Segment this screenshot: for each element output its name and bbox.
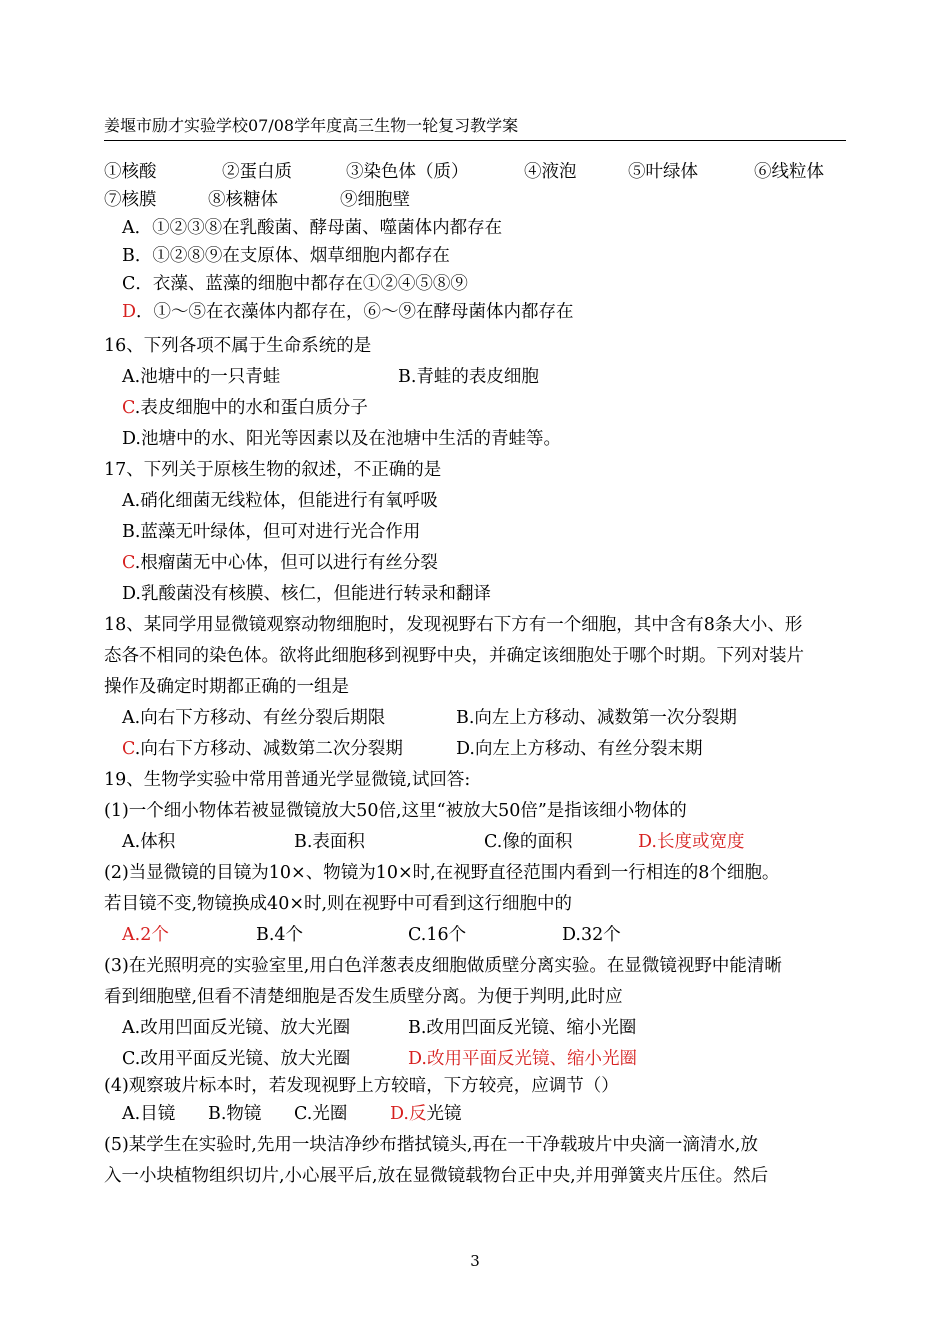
q16-option-c: C.表皮细胞中的水和蛋白质分子 (122, 398, 368, 418)
item-9: ⑨细胞壁 (340, 190, 410, 210)
item-6: ⑥线粒体 (754, 162, 824, 182)
q19-3-option-b: B.改用凹面反光镜、缩小光圈 (408, 1018, 637, 1038)
q19-1-option-b: B.表面积 (294, 832, 365, 852)
answer-mark: C (122, 553, 135, 573)
q19-3-option-c: C.改用平面反光镜、放大光圈 (122, 1049, 351, 1069)
q16-stem: 16、下列各项不属于生命系统的是 (104, 336, 372, 356)
page-header: 姜堰市励才实验学校07/08学年度高三生物一轮复习教学案 (104, 116, 846, 141)
q19-part-3-line-2: 看到细胞壁,但看不清楚细胞是否发生质壁分离。为便于判明,此时应 (104, 987, 623, 1007)
q18-stem-1: 18、某同学用显微镜观察动物细胞时，发现视野右下方有一个细胞，其中含有8条大小、形 (104, 615, 803, 635)
q18-stem-2: 态各不相同的染色体。欲将此细胞移到视野中央，并确定该细胞处于哪个时期。下列对装片 (104, 646, 804, 666)
q19-part-4: (4)观察玻片标本时，若发现视野上方较暗，下方较亮，应调节（） (104, 1076, 619, 1096)
q19-part-2-line-2: 若目镜不变,物镜换成40×时,则在视野中可看到这行细胞中的 (104, 894, 573, 914)
q19-part-5-line-1: (5)某学生在实验时,先用一块洁净纱布揩拭镜头,再在一干净载玻片中央滴一滴清水,放 (104, 1135, 758, 1155)
q19-part-5-line-2: 入一小块植物组织切片,小心展平后,放在显微镜载物台正中央,并用弹簧夹片压住。然后 (104, 1166, 769, 1186)
item-3: ③染色体（质） (346, 162, 469, 182)
q17-option-a: A.硝化细菌无线粒体，但能进行有氧呼吸 (122, 491, 438, 511)
q16-option-d: D.池塘中的水、阳光等因素以及在池塘中生活的青蛙等。 (122, 429, 561, 449)
item-7: ⑦核膜 (104, 190, 157, 210)
q17-stem: 17、下列关于原核生物的叙述，不正确的是 (104, 460, 442, 480)
q19-2-option-b: B.4个 (256, 925, 304, 945)
q19-4-option-a: A.目镜 (122, 1104, 176, 1124)
q17-option-c: C.根瘤菌无中心体，但可以进行有丝分裂 (122, 553, 438, 573)
q18-option-d: D.向左上方移动、有丝分裂末期 (456, 739, 703, 759)
item-5: ⑤叶绿体 (628, 162, 698, 182)
q19-2-option-c: C.16个 (408, 925, 467, 945)
q19-part-2-line-1: (2)当显微镜的目镜为10×、物镜为10×时,在视野直径范围内看到一行相连的8个细胞。 (104, 863, 780, 883)
item-4: ④液泡 (524, 162, 577, 182)
q19-1-option-a: A.体积 (122, 832, 176, 852)
q19-4-option-c: C.光圈 (294, 1104, 348, 1124)
q15-option-d: D．①～⑤在衣藻体内都存在，⑥～⑨在酵母菌体内都存在 (122, 302, 574, 322)
q19-1-option-d: D.长度或宽度 (638, 832, 745, 852)
page-number: 3 (470, 1252, 480, 1270)
q19-part-1: (1)一个细小物体若被显微镜放大50倍,这里“被放大50倍”是指该细小物体的 (104, 801, 687, 821)
q15-option-a: A．①②③⑧在乳酸菌、酵母菌、噬菌体内都存在 (122, 218, 503, 238)
q18-option-c: C.向右下方移动、减数第二次分裂期 (122, 739, 403, 759)
q19-2-option-a: A.2个 (122, 925, 169, 945)
q19-part-3-line-1: (3)在光照明亮的实验室里,用白色洋葱表皮细胞做质壁分离实验。在显微镜视野中能清晰 (104, 956, 782, 976)
q18-stem-3: 操作及确定时期都正确的一组是 (104, 677, 349, 697)
q15-option-b: B．①②⑧⑨在支原体、烟草细胞内都存在 (122, 246, 450, 266)
q17-option-d: D.乳酸菌没有核膜、核仁，但能进行转录和翻译 (122, 584, 491, 604)
q19-3-option-d: D.改用平面反光镜、缩小光圈 (408, 1049, 637, 1069)
q15-option-c: C．衣藻、蓝藻的细胞中都存在①②④⑤⑧⑨ (122, 274, 468, 294)
answer-mark: C (122, 398, 135, 418)
q19-4-option-d: D.反光镜 (390, 1104, 462, 1124)
item-8: ⑧核糖体 (208, 190, 278, 210)
q17-option-b: B.蓝藻无叶绿体，但可对进行光合作用 (122, 522, 421, 542)
q19-stem: 19、生物学实验中常用普通光学显微镜,试回答: (104, 770, 471, 790)
answer-mark: D (122, 302, 137, 322)
q18-option-b: B.向左上方移动、减数第一次分裂期 (456, 708, 737, 728)
q19-4-option-b: B.物镜 (208, 1104, 262, 1124)
q18-option-a: A.向右下方移动、有丝分裂后期限 (122, 708, 386, 728)
item-1: ①核酸 (104, 162, 157, 182)
q16-option-b: B.青蛙的表皮细胞 (398, 367, 539, 387)
answer-mark: C (122, 739, 135, 759)
q19-3-option-a: A.改用凹面反光镜、放大光圈 (122, 1018, 351, 1038)
q16-option-a: A.池塘中的一只青蛙 (122, 367, 281, 387)
q19-1-option-c: C.像的面积 (484, 832, 573, 852)
item-2: ②蛋白质 (222, 162, 292, 182)
q19-2-option-d: D.32个 (562, 925, 621, 945)
